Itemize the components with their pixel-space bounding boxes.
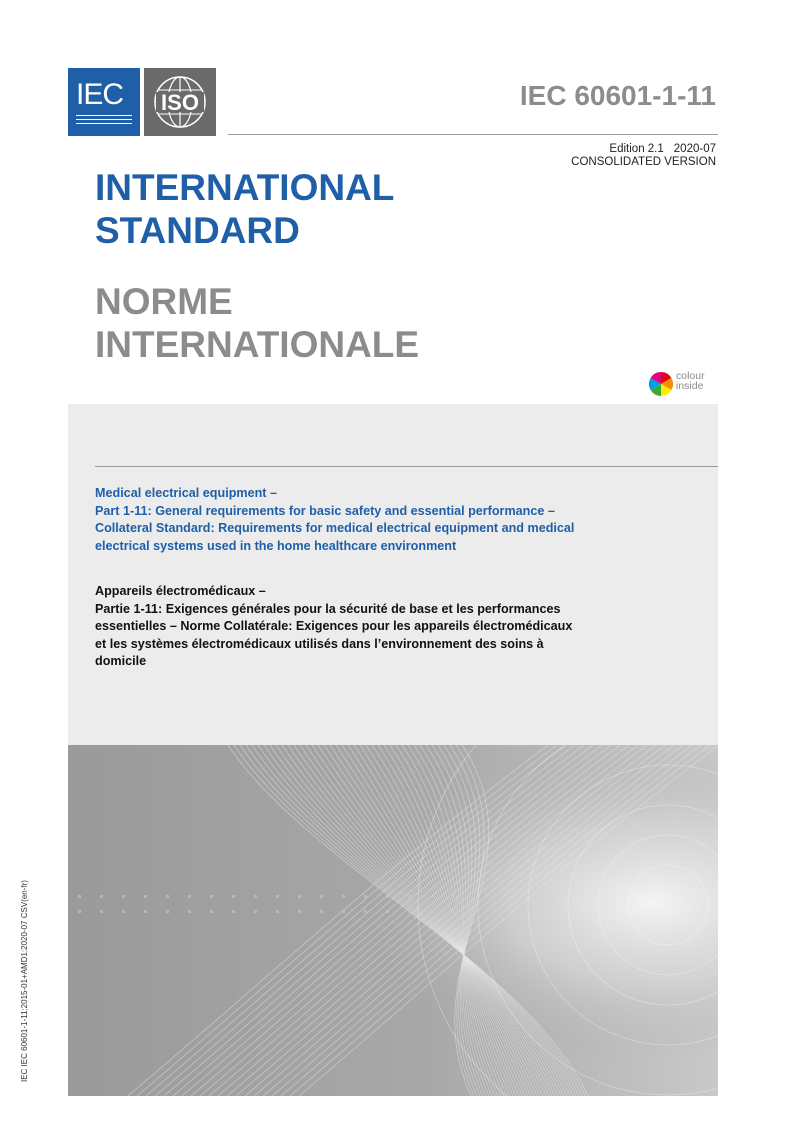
decorative-dot [320, 895, 323, 898]
desc-en-line1: Medical electrical equipment – [95, 486, 277, 500]
decorative-dot [452, 910, 455, 913]
decorative-dot [100, 895, 103, 898]
decorative-dot [144, 910, 147, 913]
title-fr-line1: NORME [95, 281, 233, 322]
edition-date: 2020-07 [673, 143, 716, 155]
decorative-dot [276, 910, 279, 913]
iso-logo [144, 68, 216, 136]
decorative-dot [298, 895, 301, 898]
decorative-dot [78, 895, 81, 898]
desc-fr-line3: essentielles – Norme Collatérale: Exigences pour les appareils électromédicaux [95, 619, 573, 633]
desc-fr-line2: Partie 1-11: Exigences générales pour la sécurité de base et les performances [95, 601, 561, 616]
decorative-dot [364, 910, 367, 913]
abstract-curves-graphic [68, 745, 718, 1096]
colour-inside-label [676, 371, 705, 391]
version-label: CONSOLIDATED VERSION [571, 156, 716, 168]
colour-wheel-icon [649, 372, 673, 396]
iso-globe-icon [144, 68, 216, 136]
title-english [95, 166, 394, 252]
cover-decorative-image [68, 745, 718, 1096]
colour-label: colour [676, 370, 705, 382]
edition-block [571, 143, 716, 169]
desc-en-line4: electrical systems used in the home healthcare environment [95, 538, 457, 553]
iso-logo-text: ISO [161, 90, 199, 115]
description-panel [68, 404, 718, 746]
edition-label: Edition 2.1 [609, 143, 664, 155]
description-divider [95, 466, 718, 467]
decorative-dot [210, 895, 213, 898]
desc-en-line3: Collateral Standard: Requirements for medical electrical equipment and medical [95, 521, 575, 535]
decorative-dot [430, 895, 433, 898]
desc-fr-line5: domicile [95, 654, 147, 668]
decorative-dot [320, 910, 323, 913]
side-reference: IEC IEC 60601-1-11:2015-01+AMD1:2020-07 CSV(en-fr) [20, 880, 29, 1082]
iec-logo-text: IEC [76, 78, 124, 111]
decorative-dot [386, 895, 389, 898]
description-french [95, 583, 715, 671]
title-fr-line2: INTERNATIONALE [95, 324, 420, 365]
decorative-dot [166, 895, 169, 898]
title-en-line2: STANDARD [95, 210, 300, 251]
decorative-dot [408, 895, 411, 898]
decorative-dot [364, 895, 367, 898]
decorative-dot [276, 895, 279, 898]
decorative-dot [430, 910, 433, 913]
desc-en-line2: Part 1-11: General requirements for basic safety and essential performance – [95, 503, 555, 518]
decorative-dot [78, 910, 81, 913]
decorative-dot [122, 910, 125, 913]
decorative-dot [232, 895, 235, 898]
decorative-dot [298, 910, 301, 913]
decorative-dot [188, 895, 191, 898]
decorative-dot [100, 910, 103, 913]
decorative-dot [166, 910, 169, 913]
decorative-dot [144, 895, 147, 898]
decorative-dot [408, 910, 411, 913]
iec-logo [68, 68, 140, 136]
decorative-dot [254, 895, 257, 898]
decorative-dot [474, 895, 477, 898]
decorative-dot [210, 910, 213, 913]
inside-label: inside [676, 380, 704, 392]
title-french [95, 280, 419, 366]
header-divider [228, 134, 718, 135]
desc-fr-line1: Appareils électromédicaux – [95, 584, 266, 598]
decorative-dot [474, 910, 477, 913]
title-en-line1: INTERNATIONAL [95, 167, 395, 208]
desc-fr-line4: et les systèmes électromédicaux utilisés dans l’environnement des soins à [95, 636, 544, 651]
decorative-dot [254, 910, 257, 913]
iec-logo-lines [76, 112, 132, 124]
decorative-dot [188, 910, 191, 913]
decorative-dot [232, 910, 235, 913]
decorative-dot [342, 910, 345, 913]
description-english [95, 485, 715, 555]
decorative-dot [386, 910, 389, 913]
decorative-dot [122, 895, 125, 898]
document-number: IEC 60601-1-11 [519, 80, 716, 111]
decorative-dot [342, 895, 345, 898]
decorative-dot [452, 895, 455, 898]
